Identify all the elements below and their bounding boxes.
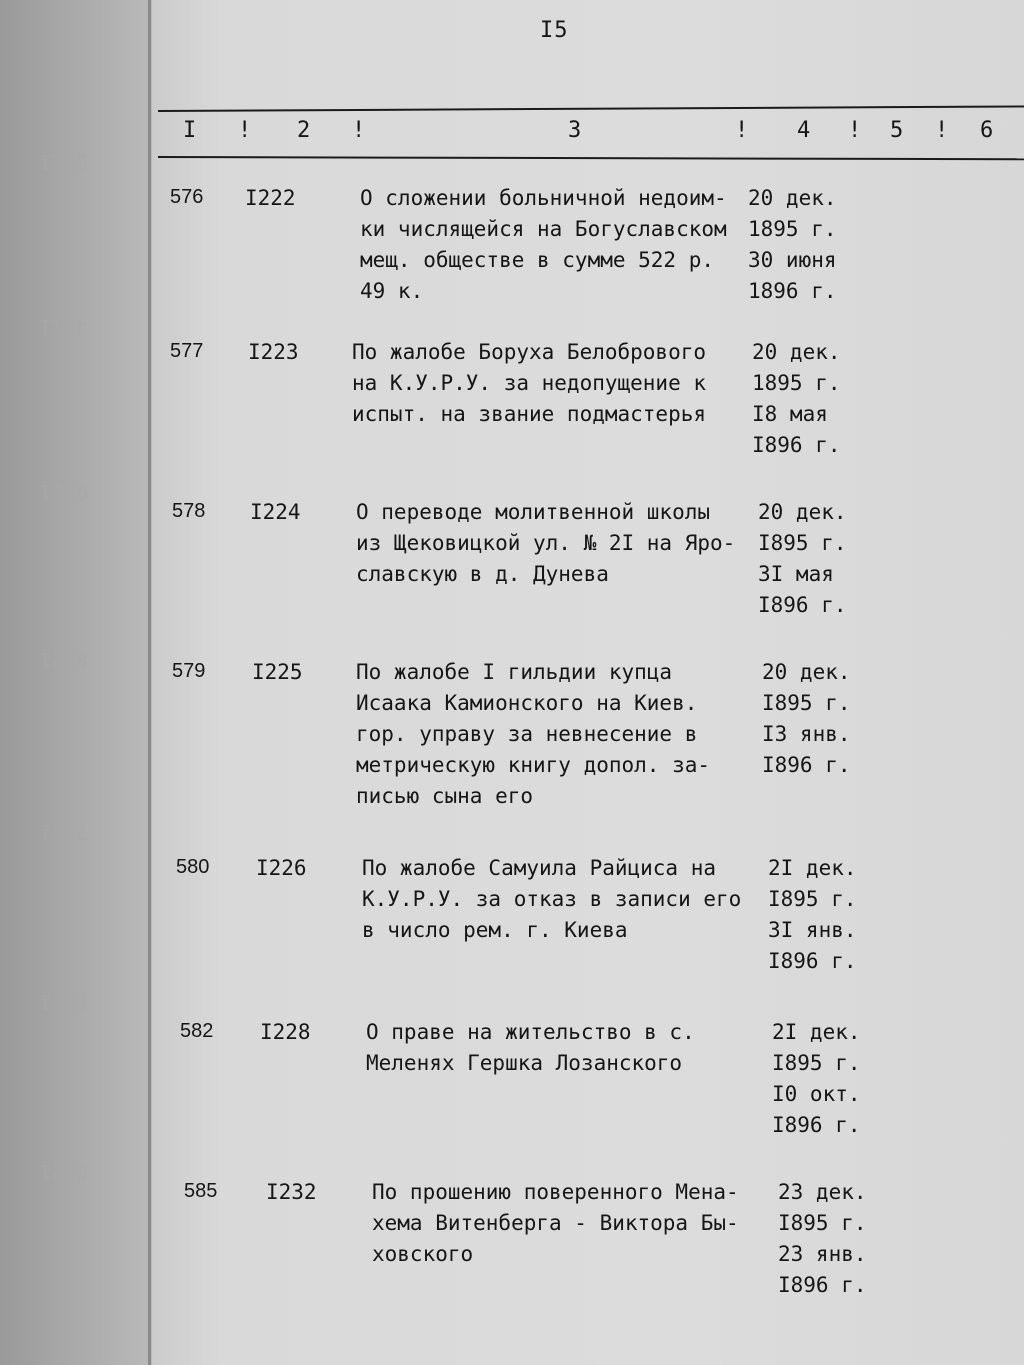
record-dates <box>778 1180 867 1304</box>
title-line: мещ. обществе в сумме 522 р. <box>360 248 715 272</box>
bleed-through-mark: 0221 <box>40 1160 89 1184</box>
date-line: 2I дек. <box>772 1020 861 1044</box>
file-number: I232 <box>266 1180 317 1204</box>
column-header-1: I <box>183 118 197 143</box>
record-dates <box>758 500 847 624</box>
record-number: 579 <box>172 660 206 682</box>
date-line: I896 г. <box>778 1273 867 1297</box>
date-line: 30 июня <box>748 248 837 272</box>
record-number: 585 <box>184 1180 218 1202</box>
file-number: I228 <box>260 1020 311 1044</box>
binding-shadow <box>148 0 151 1365</box>
title-line: О праве на жительство в с. <box>366 1020 695 1044</box>
date-line: 1895 г. <box>748 217 837 241</box>
title-line: хема Витенберга - Виктора Бы- <box>372 1211 739 1235</box>
title-line: По жалобе Боруха Белобрового <box>352 340 707 364</box>
date-line: 2I дек. <box>768 856 857 880</box>
title-line: По жалобе I гильдии купца <box>356 660 673 684</box>
title-line: ки числящейся на Богуславском <box>360 217 727 241</box>
record-number: 582 <box>180 1020 214 1042</box>
date-line: 23 дек. <box>778 1180 867 1204</box>
file-number: I223 <box>248 340 299 364</box>
date-line: 1896 г. <box>748 279 837 303</box>
title-line: К.У.Р.У. за отказ в записи его <box>362 887 742 911</box>
page-number: I5 <box>540 18 569 43</box>
title-line: из Щековицкой ул. № 2I на Яро- <box>356 531 736 555</box>
record-title <box>356 500 735 593</box>
date-line: 20 дек. <box>748 186 837 210</box>
title-line: метрическую книгу допол. за- <box>356 753 711 777</box>
record-number: 580 <box>176 856 210 878</box>
column-separator: ! <box>848 118 862 143</box>
record-dates <box>748 186 837 310</box>
record-title <box>366 1020 695 1082</box>
file-number: I222 <box>245 186 296 210</box>
title-line: на К.У.Р.У. за недопущение к <box>352 371 707 395</box>
date-line: I896 г. <box>752 433 841 457</box>
date-line: I895 г. <box>778 1211 867 1235</box>
record-title <box>352 340 706 433</box>
record-number: 578 <box>172 500 206 522</box>
date-line: I896 г. <box>768 949 857 973</box>
title-line: Меленях Гершка Лозанского <box>366 1051 683 1075</box>
file-number: I224 <box>250 500 301 524</box>
date-line: 1895 г. <box>752 371 841 395</box>
title-line: испыт. на звание подмастерья <box>352 402 707 426</box>
date-line: I895 г. <box>758 531 847 555</box>
title-line: 49 к. <box>360 279 424 303</box>
record-dates <box>772 1020 861 1144</box>
file-number: I225 <box>252 660 303 684</box>
record-title <box>356 660 710 815</box>
record-title <box>360 186 727 310</box>
title-line: славскую в д. Дунева <box>356 562 609 586</box>
column-header-4: 4 <box>797 118 811 143</box>
record-number: 577 <box>170 340 204 362</box>
bleed-through-mark: 0611 <box>40 150 89 174</box>
bleed-through-mark: 8021 <box>40 648 89 672</box>
date-line: I3 янв. <box>762 722 851 746</box>
title-line: По прошению поверенного Мена- <box>372 1180 739 1204</box>
date-line: I896 г. <box>758 593 847 617</box>
title-line: гор. управу за невнесение в <box>356 722 698 746</box>
date-line: I895 г. <box>772 1051 861 1075</box>
bleed-through-mark: 4611 <box>40 315 89 339</box>
title-line: писью сына его <box>356 784 534 808</box>
bleed-through-mark: 6121 <box>40 990 89 1014</box>
date-line: 3I янв. <box>768 918 857 942</box>
column-header-5: 5 <box>890 118 904 143</box>
date-line: 23 янв. <box>778 1242 867 1266</box>
date-line: 20 дек. <box>758 500 847 524</box>
column-separator: ! <box>935 118 949 143</box>
title-line: ховского <box>372 1242 474 1266</box>
column-header-3: 3 <box>568 118 582 143</box>
bleed-through-mark: 7121 <box>40 820 89 844</box>
title-line: Исаака Камионского на Киев. <box>356 691 698 715</box>
bleed-through-mark: 9611 <box>40 480 89 504</box>
column-separator: ! <box>735 118 749 143</box>
date-line: 3I мая <box>758 562 834 586</box>
column-separator: ! <box>352 118 366 143</box>
date-line: 20 дек. <box>752 340 841 364</box>
date-line: 20 дек. <box>762 660 851 684</box>
column-separator: ! <box>238 118 252 143</box>
column-header-2: 2 <box>297 118 311 143</box>
record-title <box>372 1180 739 1273</box>
title-line: По жалобе Самуила Райциса на <box>362 856 717 880</box>
file-number: I226 <box>256 856 307 880</box>
date-line: I896 г. <box>762 753 851 777</box>
date-line: I8 мая <box>752 402 828 426</box>
date-line: I0 окт. <box>772 1082 861 1106</box>
date-line: I896 г. <box>772 1113 861 1137</box>
record-number: 576 <box>170 186 204 208</box>
record-dates <box>768 856 857 980</box>
record-dates <box>752 340 841 464</box>
date-line: I895 г. <box>768 887 857 911</box>
title-line: О сложении больничной недоим- <box>360 186 727 210</box>
record-dates <box>762 660 851 784</box>
title-line: О переводе молитвенной школы <box>356 500 711 524</box>
date-line: I895 г. <box>762 691 851 715</box>
column-header-6: 6 <box>980 118 994 143</box>
record-title <box>362 856 741 949</box>
title-line: в число рем. г. Киева <box>362 918 628 942</box>
